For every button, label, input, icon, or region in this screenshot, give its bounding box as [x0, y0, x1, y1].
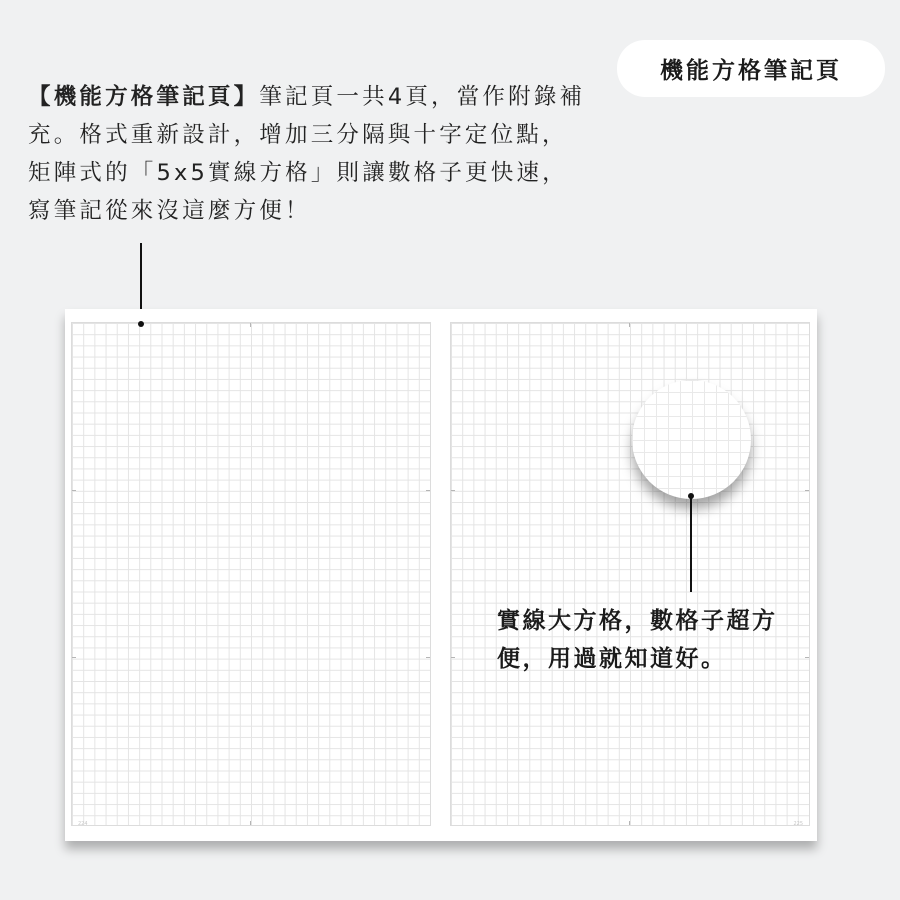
title-badge — [617, 40, 885, 97]
intro-paragraph — [28, 78, 588, 230]
caption-pointer-line — [690, 497, 692, 592]
intro-heading: 【機能方格筆記頁】 — [28, 84, 260, 110]
third-mark-2 — [72, 657, 76, 658]
intro-body: 筆記頁一共4頁，當作附錄補充。格式重新設計，增加三分隔與十字定位點，矩陣式的「5x5實線方格」則讓數格子更快速，寫筆記從來沒這麼方便！ — [28, 84, 586, 224]
grid-magnifier-circle — [632, 380, 751, 499]
third-mark-1 — [72, 490, 76, 491]
third-mark-3 — [426, 490, 430, 491]
page-number-left: 224 — [78, 821, 88, 827]
third-mark-4 — [426, 657, 430, 658]
center-mark-bottom — [250, 821, 251, 825]
third-mark-2 — [451, 657, 455, 658]
center-mark-top — [250, 323, 251, 327]
center-mark-top — [629, 323, 630, 327]
notebook-page-left — [71, 322, 431, 826]
intro-pointer-dot — [138, 321, 144, 327]
notebook-page-right — [450, 322, 810, 826]
center-mark-bottom — [629, 821, 630, 825]
page-number-right: 225 — [793, 821, 803, 827]
title-badge-label: 機能方格筆記頁 — [660, 58, 842, 84]
third-mark-3 — [805, 490, 809, 491]
caption-pointer-dot — [688, 493, 694, 499]
callout-caption: 實線大方格，數格子超方便，用過就知道好。 — [497, 608, 778, 672]
third-mark-1 — [451, 490, 455, 491]
